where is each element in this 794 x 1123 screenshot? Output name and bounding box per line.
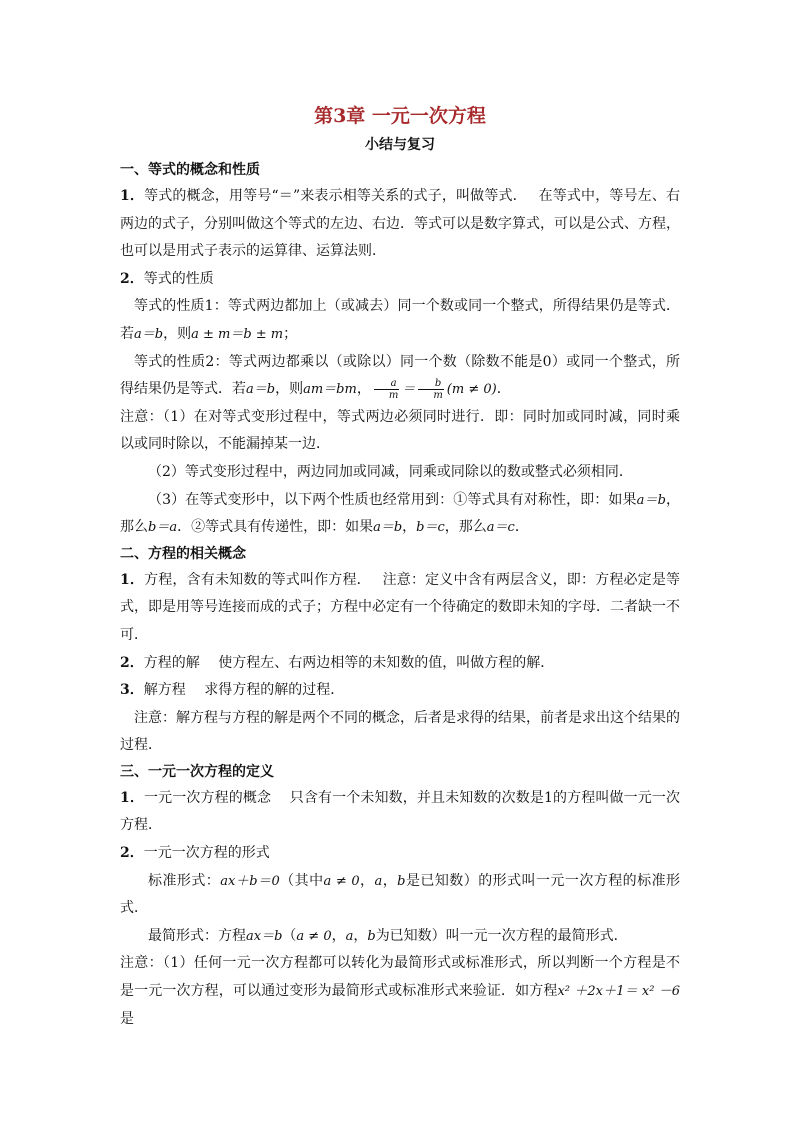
text: 为已知数）叫一元一次方程的最简形式． — [375, 927, 628, 944]
math-expression: a — [345, 928, 354, 944]
paragraph-note: 注意：解方程与方程的解是两个不同的概念，后者是求得的结果，前者是求出这个结果的过程． — [120, 709, 680, 754]
math-expression: ax＝b — [246, 928, 283, 944]
section-heading-3: 三、一元一次方程的定义 — [120, 763, 274, 780]
item-number: 2． — [120, 654, 144, 671]
text: ， — [331, 927, 346, 944]
text: （ — [282, 927, 297, 944]
math-expression: am＝bm — [303, 382, 357, 398]
paragraph-equation-solution — [120, 650, 680, 678]
text: 注意：（1）任何一元一次方程都可以转化为最简形式或标准形式，所以判断一个方程是不是一元一次方程，可以通过变形为最简形式或标准形式来验证．如方程 — [120, 955, 680, 1000]
math-expression: a＝c — [486, 520, 515, 536]
item-number: 2． — [120, 270, 144, 287]
math-expression: x² ＋2x＋1＝ x² －6 — [557, 984, 680, 1000]
math-expression: a ≠ 0 — [323, 873, 360, 889]
math-expression: a＝b — [373, 520, 403, 536]
math-expression: a — [374, 873, 383, 889]
paragraph-simplest-form — [120, 923, 680, 951]
math-expression: a＝b — [246, 382, 276, 398]
text: ，那么 — [120, 491, 681, 536]
math-expression: b — [397, 873, 406, 889]
text: （其中 — [279, 872, 324, 889]
paragraph-solving-equation — [120, 677, 680, 705]
paragraph-text: 一元一次方程的概念 只含有一个未知数，并且未知数的次数是1的方程叫做一元一次方程． — [120, 789, 681, 834]
text: 等式的性质2：等式两边都乘以（或除以）同一个数（除数不能是0）或同一个整式，所得结果仍是等式．若 — [120, 353, 680, 398]
fraction-a-over-m — [374, 378, 399, 401]
paragraph-equality-concept — [120, 183, 680, 266]
item-number: 2． — [120, 845, 144, 862]
paragraph-note-2: （2）等式变形过程中，两边同加或同减，同乘或同除以的数或整式必须相同． — [148, 463, 633, 480]
text: （3）在等式变形中，以下两个性质也经常用到：①等式具有对称性，即：如果 — [148, 491, 637, 508]
paragraph-linear-equation-concept — [120, 785, 680, 840]
document-page — [120, 100, 680, 1033]
math-expression: b — [367, 928, 376, 944]
section-subtitle: 小结与复习 — [365, 137, 435, 153]
text: ， — [353, 927, 368, 944]
item-number: 1． — [120, 789, 144, 806]
text: ， — [359, 872, 375, 889]
text: ； — [283, 325, 298, 342]
denominator: m — [388, 389, 399, 401]
paragraph-text: 一元一次方程的形式 — [143, 845, 270, 862]
math-expression: ax＋b＝0 — [220, 873, 280, 889]
text: ，那么 — [444, 519, 487, 536]
item-number: 1． — [120, 188, 145, 204]
paragraph-standard-form — [120, 868, 680, 923]
math-expression: b＝c — [416, 520, 445, 536]
paragraph-linear-equation-forms — [120, 840, 680, 868]
text: 是已知数）的形式叫一元一次方程的标准形式． — [120, 872, 681, 917]
paragraph-property-1 — [120, 293, 680, 348]
paragraph-text: 等式的性质 — [143, 270, 214, 287]
paragraph-equality-properties — [120, 266, 680, 294]
equals-sign: ＝ — [402, 382, 416, 398]
section-heading-1: 一、等式的概念和性质 — [120, 162, 260, 178]
fraction-b-over-m — [418, 378, 443, 401]
text: 是 — [120, 1010, 134, 1027]
math-expression: (m ≠ 0) — [446, 382, 497, 398]
chapter-title: 第3章 一元一次方程 — [314, 105, 486, 127]
denominator: m — [433, 389, 443, 401]
paragraph-text: 等式的概念，用等号“＝”来表示相等关系的式子，叫做等式． 在等式中，等号左、右两边的式子，分别叫做这个等式的左边、右边．等式可以是数字算式，可以是公式、方程，也可以是用式子表示的运算律、运算法则． — [120, 188, 680, 260]
math-expression: a＝b — [134, 326, 164, 342]
paragraph-note-forms — [120, 950, 680, 1033]
item-number: 1． — [120, 571, 145, 588]
text: 最简形式：方程 — [148, 927, 246, 944]
paragraph-text: 方程的解 使方程左、右两边相等的未知数的值，叫做方程的解． — [143, 654, 555, 671]
text: 标准形式： — [148, 872, 221, 889]
text: ． — [514, 519, 529, 536]
text: ， — [382, 872, 398, 889]
text: ，则 — [275, 381, 304, 398]
text: 等式的性质1：等式两边都加上（或减去）同一个数或同一个整式，所得结果仍是等式．若 — [120, 298, 680, 342]
section-heading-2: 二、方程的相关概念 — [120, 545, 246, 562]
text: ．②等式具有传递性，即：如果 — [177, 519, 374, 536]
paragraph-text: 解方程 求得方程的解的过程． — [143, 682, 345, 699]
numerator: a — [374, 378, 399, 390]
text: ，则 — [163, 325, 192, 342]
numerator: b — [418, 378, 443, 390]
text: ， — [356, 381, 371, 398]
paragraph-note-3 — [120, 487, 680, 542]
math-expression: a＝b — [636, 492, 666, 508]
text: ． — [496, 381, 511, 398]
math-expression: b＝a — [148, 520, 178, 536]
paragraph-property-2 — [120, 349, 680, 404]
math-expression: a ± m＝b ± m — [191, 326, 284, 342]
item-number: 3． — [120, 682, 144, 699]
text: ， — [402, 519, 417, 536]
paragraph-equation-definition — [120, 567, 680, 650]
paragraph-text: 方程，含有未知数的等式叫作方程． 注意：定义中含有两层含义，即：方程必定是等式，即是用等号连接而成的式子；方程中必定有一个待确定的数即未知的字母．二者缺一不可． — [120, 571, 680, 643]
paragraph-note-1: 注意：（1）在对等式变形过程中，等式两边必须同时进行．即：同时加或同时减，同时乘以或同时除以，不能漏掉某一边． — [120, 408, 680, 453]
math-expression: a ≠ 0 — [296, 928, 332, 944]
